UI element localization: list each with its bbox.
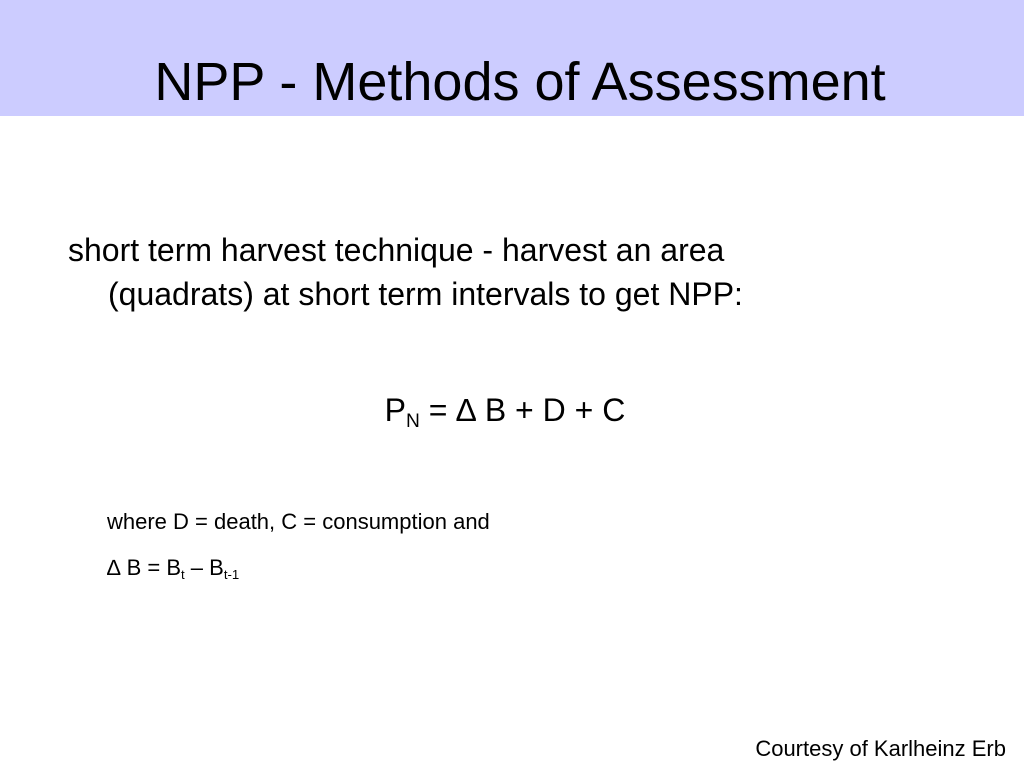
npp-formula [0,388,1010,432]
body-paragraph [68,228,968,316]
formula-rhs: = ∆ B + D + C [419,392,626,428]
credit-text: Courtesy of Karlheinz Erb [755,736,1006,761]
formula-lhs: P [384,392,407,428]
delta-b-prefix: ∆ B = B [107,555,181,580]
formula-lhs-subscript: N [406,410,420,432]
definition-line-2 [107,553,239,583]
slide-title: NPP - Methods of Assessment [154,52,886,112]
subscript-t: t [181,566,185,582]
subscript-t-minus-1: t-1 [223,566,240,582]
delta-b-mid: – B [184,555,224,580]
definition-line-1: where D = death, C = consumption and [107,509,490,534]
body-line-1: short term harvest technique - harvest an area [68,232,725,268]
body-line-2: (quadrats) at short term intervals to get NPP: [108,276,743,312]
